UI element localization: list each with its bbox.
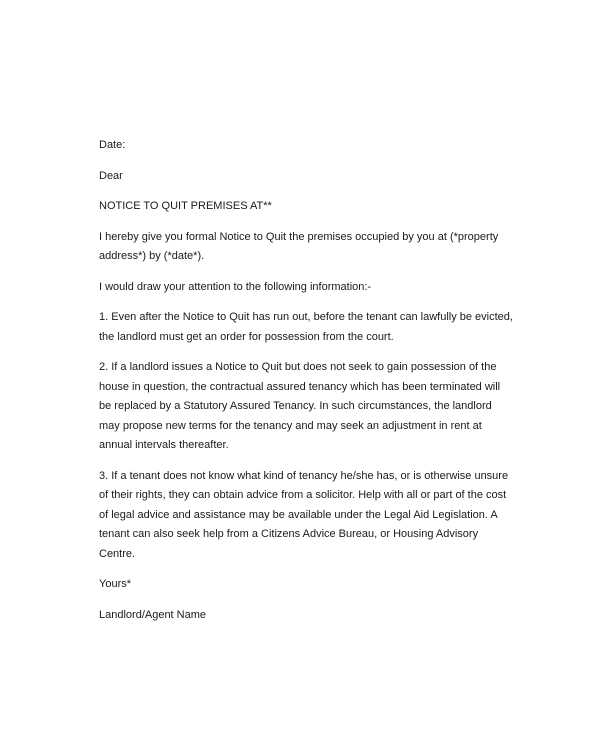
info-item-1: 1. Even after the Notice to Quit has run out, before the tenant can lawfully be evicted, the landlord must get an order for possession from the court. — [99, 311, 513, 343]
salutation: Dear — [99, 169, 123, 182]
notice-paragraph: I hereby give you formal Notice to Quit the premises occupied by you at (*property address*) by (*date*). — [99, 230, 499, 262]
letter-body — [99, 136, 519, 636]
attention-paragraph: I would draw your attention to the following information:- — [99, 280, 372, 293]
info-item-2: 2. If a landlord issues a Notice to Quit but does not seek to gain possession of the house in question, the contractual assured tenancy which has been terminated will be replaced by a Statutory Assured Tenancy. In such circumstances, the landlord may propose new terms for the tenancy and may seek an adjustment in rent at annual intervals thereafter. — [99, 361, 501, 451]
date-line: Date: — [99, 139, 126, 151]
signature-line: Landlord/Agent Name — [99, 608, 207, 621]
closing: Yours* — [99, 578, 132, 590]
notice-heading: NOTICE TO QUIT PREMISES AT** — [99, 200, 272, 212]
info-item-3: 3. If a tenant does not know what kind of tenancy he/she has, or is otherwise unsure of their rights, they can obtain advice from a solicitor. Help with all or part of the cost of legal advice and assistance may be available under the Legal Aid Legislation. A tenant can also seek help from a Citizens Advice Bureau, or Housing Advisory Centre. — [99, 469, 509, 560]
